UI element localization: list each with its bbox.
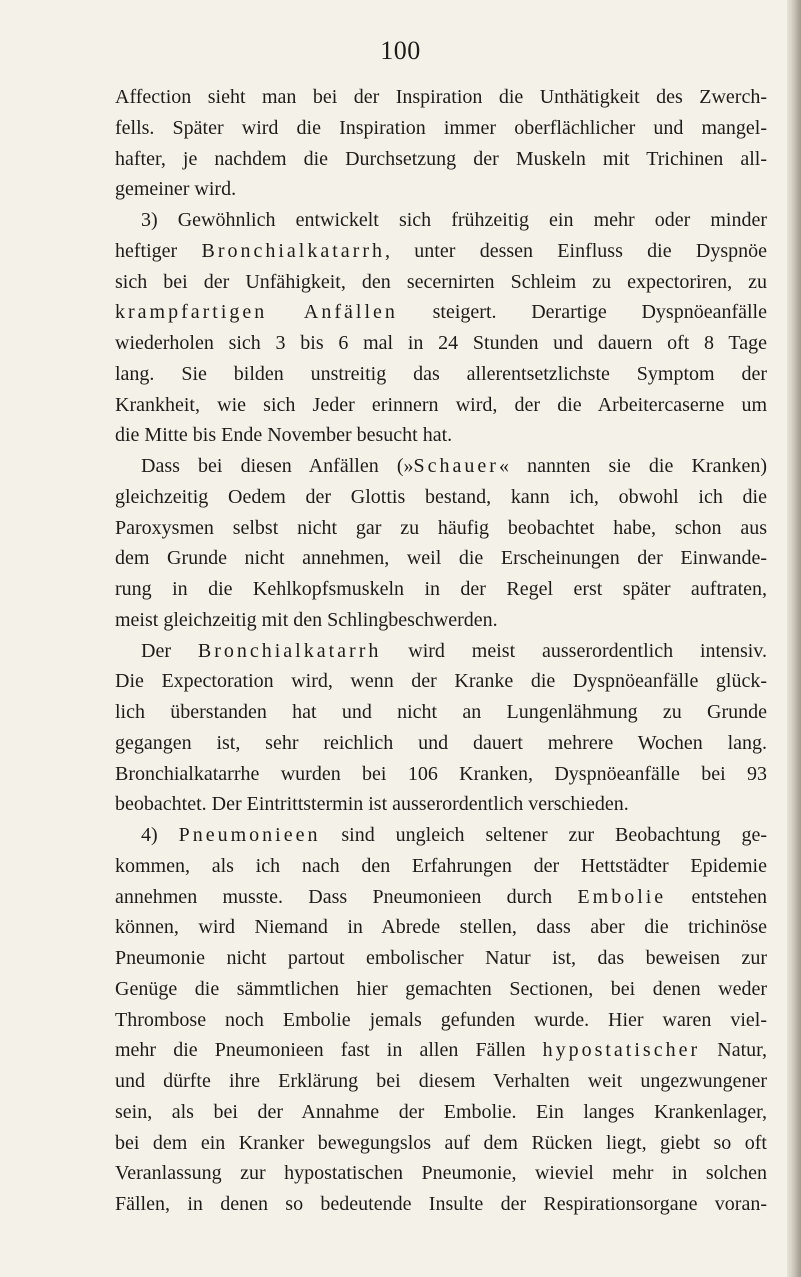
text-line: [115, 297, 767, 328]
text-line: [115, 513, 767, 544]
text-segment: Krankheit, wie sich Jeder erinnern wird, der die Arbeitercaserne um: [115, 393, 767, 416]
text-segment: und dürfte ihre Erklärung bei diesem Verhalten weit ungezwungener: [115, 1070, 767, 1092]
text-line: [115, 1066, 767, 1097]
spaced-emphasis: Bronchialkatarrh: [197, 639, 382, 662]
text-segment: gleichzeitig Oedem der Glottis bestand, kann ich, obwohl ich die: [115, 485, 767, 508]
text-segment: sind ungleich seltener zur Beobachtung ge-: [320, 824, 767, 846]
text-line: [115, 605, 767, 636]
text-segment: beobachtet. Der Eintrittstermin ist ausserordentlich verschieden.: [115, 793, 629, 816]
text-segment: die Mitte bis Ende November besucht hat.: [115, 424, 453, 447]
text-segment: « nannten sie die Kranken): [498, 455, 767, 477]
text-line: [115, 451, 767, 482]
text-segment: sich bei der Unfähigkeit, den secernirten Schleim zu expectoriren, zu: [115, 270, 767, 293]
text-segment: wiederholen sich 3 bis 6 mal in 24 Stunden und dauern oft 8 Tage: [115, 332, 767, 354]
text-segment: Paroxysmen selbst nicht gar zu häufig beobachtet habe, schon aus: [115, 516, 767, 539]
text-line: [115, 789, 767, 820]
text-line: [115, 1189, 767, 1220]
text-segment: Die Expectoration wird, wenn der Kranke die Dyspnöeanfälle glück-: [115, 670, 767, 693]
text-segment: Thrombose noch Embolie jemals gefunden wurde. Hier waren viel-: [115, 1008, 767, 1031]
text-segment: können, wird Niemand in Abrede stellen, dass aber die trichinöse: [115, 916, 767, 939]
text-line: [115, 974, 767, 1005]
text-line: [115, 1158, 767, 1189]
text-line: [115, 851, 767, 882]
spaced-emphasis: Bronchialkatarrh: [201, 239, 385, 262]
text-segment: mehr die Pneumonieen fast in allen Fällen: [115, 1039, 543, 1062]
text-segment: steigert. Derartige Dyspnöeanfälle: [397, 301, 767, 324]
body-text: [115, 82, 767, 1220]
text-segment: entstehen: [666, 885, 767, 908]
text-segment: 4): [141, 824, 179, 846]
text-line: [115, 390, 767, 421]
text-segment: , unter dessen Einfluss die Dyspnöe: [385, 239, 767, 262]
text-segment: gemeiner wird.: [115, 178, 237, 201]
text-line: [115, 205, 767, 236]
text-segment: hafter, je nachdem die Durchsetzung der Muskeln mit Trichinen all-: [115, 147, 767, 170]
text-line: [115, 1035, 767, 1066]
text-line: [115, 636, 767, 667]
text-segment: meist gleichzeitig mit den Schlingbeschwerden.: [115, 608, 498, 631]
text-line: [115, 359, 767, 390]
text-line: [115, 174, 767, 205]
text-segment: gegangen ist, sehr reichlich und dauert mehrere Wochen lang.: [115, 731, 767, 754]
text-segment: sein, als bei der Annahme der Embolie. Ein langes Krankenlager,: [115, 1100, 767, 1123]
text-segment: Affection sieht man bei der Inspiration die Unthätigkeit des Zwerch-: [115, 86, 767, 108]
text-segment: rung in die Kehlkopfsmuskeln in der Regel erst später auftraten,: [115, 578, 767, 600]
text-segment: Der: [141, 639, 198, 662]
text-line: [115, 328, 767, 359]
spaced-emphasis: Schauer: [413, 455, 499, 477]
text-line: [115, 759, 767, 790]
page-edge-shadow: [787, 0, 801, 1277]
page-number: 100: [380, 36, 421, 65]
text-line: [115, 113, 767, 144]
text-line: [115, 574, 767, 605]
text-segment: dem Grunde nicht annehmen, weil die Erscheinungen der Einwande-: [115, 547, 767, 570]
text-line: [115, 267, 767, 298]
text-line: [115, 912, 767, 943]
text-segment: fells. Später wird die Inspiration immer oberflächlicher und mangel-: [115, 116, 767, 139]
text-line: [115, 1097, 767, 1128]
text-line: [115, 820, 767, 851]
text-segment: annehmen musste. Dass Pneumonieen durch: [115, 885, 578, 908]
text-segment: Pneumonie nicht partout embolischer Natur ist, das beweisen zur: [115, 947, 767, 969]
text-line: [115, 728, 767, 759]
text-segment: bei dem ein Kranker bewegungslos auf dem Rücken liegt, giebt so oft: [115, 1131, 767, 1154]
text-segment: Dass bei diesen Anfällen (»: [141, 455, 414, 477]
text-segment: Bronchialkatarrhe wurden bei 106 Kranken, Dyspnöeanfälle bei 93: [115, 762, 767, 785]
text-line: [115, 420, 767, 451]
text-segment: Genüge die sämmtlichen hier gemachten Sectionen, bei denen weder: [115, 977, 767, 1000]
text-line: [115, 482, 767, 513]
spaced-emphasis: Pneumonieen: [178, 824, 321, 846]
text-line: [115, 697, 767, 728]
text-line: [115, 1005, 767, 1036]
spaced-emphasis: krampfartigen Anfällen: [115, 301, 398, 324]
text-line: [115, 236, 767, 267]
text-line: [115, 1128, 767, 1159]
text-line: [115, 666, 767, 697]
text-segment: lich überstanden hat und nicht an Lungenlähmung zu Grunde: [115, 701, 767, 723]
text-segment: 3) Gewöhnlich entwickelt sich frühzeitig ein mehr oder minder: [141, 209, 767, 231]
text-segment: lang. Sie bilden unstreitig das allerentsetzlichste Symptom der: [115, 362, 767, 385]
text-segment: Veranlassung zur hypostatischen Pneumonie, wieviel mehr in solchen: [115, 1162, 767, 1185]
text-line: [115, 82, 767, 113]
text-segment: kommen, als ich nach den Erfahrungen der Hettstädter Epidemie: [115, 854, 767, 877]
text-line: [115, 882, 767, 913]
text-line: [115, 543, 767, 574]
text-segment: Natur,: [700, 1039, 767, 1062]
text-segment: wird meist ausserordentlich intensiv.: [381, 639, 767, 662]
text-line: [115, 144, 767, 175]
text-line: [115, 943, 767, 974]
text-segment: Fällen, in denen so bedeutende Insulte der Respirationsorgane voran-: [115, 1193, 767, 1215]
spaced-emphasis: hypostatischer: [542, 1039, 701, 1062]
text-segment: heftiger: [115, 239, 202, 262]
spaced-emphasis: Embolie: [577, 885, 667, 908]
